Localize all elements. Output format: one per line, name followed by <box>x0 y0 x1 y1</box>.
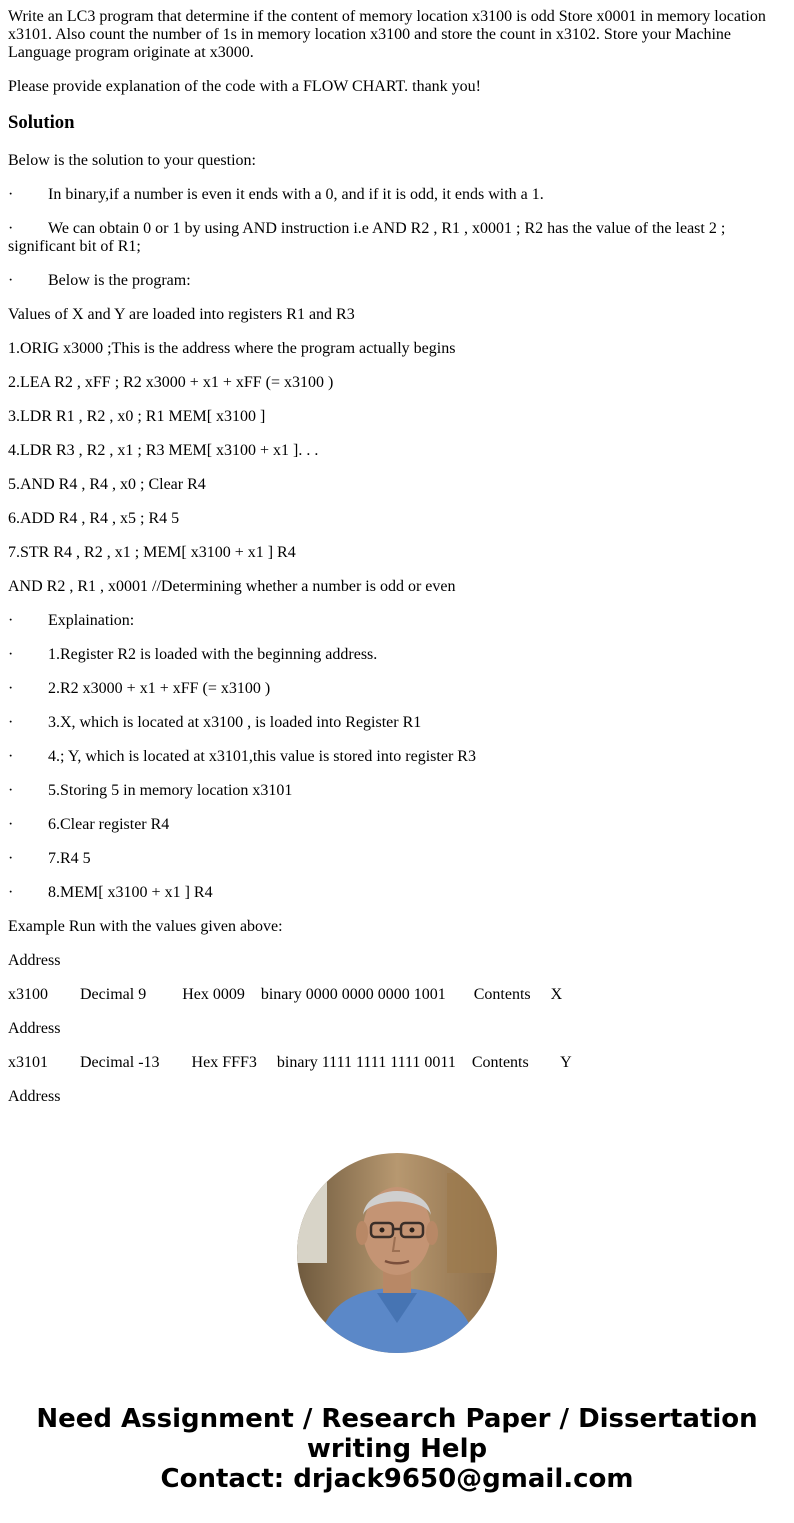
explanation-text: 8.MEM[ x3100 + x1 ] R4 <box>48 884 213 901</box>
row-address: x3100 <box>8 986 48 1003</box>
row-binary: binary 1111 1111 1111 0011 <box>276 1054 456 1071</box>
explanation-item <box>8 714 786 732</box>
bullet-point <box>8 272 786 290</box>
row-binary: binary 0000 0000 0000 1001 <box>260 986 446 1003</box>
example-run-line: Example Run with the values given above: <box>8 918 283 935</box>
bullet-dot: · <box>8 816 14 833</box>
address-label: Address <box>8 1020 61 1037</box>
bullet-dot: · <box>8 646 14 663</box>
footer-contact: Contact: drjack9650@gmail.com <box>160 1464 634 1494</box>
explanation-text: 7.R4 5 <box>48 850 91 867</box>
footer-line-1: Need Assignment / Research Paper / Dissertation <box>36 1404 758 1434</box>
document-body <box>8 8 786 1122</box>
row-decimal: Decimal -13 <box>80 1054 160 1071</box>
explanation-item <box>8 612 786 630</box>
explanation-text: Explaination: <box>48 612 135 629</box>
bullet-dot: · <box>8 850 14 867</box>
program-line: 3.LDR R1 , R2 , x0 ; R1 MEM[ x3100 ] <box>8 408 266 425</box>
bullet-dot: · <box>8 680 14 697</box>
bullet-dot: · <box>8 782 14 799</box>
bullet-dot: · <box>8 612 14 629</box>
address-label: Address <box>8 1088 61 1105</box>
author-photo <box>297 1153 497 1353</box>
explanation-item <box>8 680 786 698</box>
row-contents: Contents <box>473 986 531 1003</box>
bullet-dot: · <box>8 220 14 237</box>
bullet-dot: · <box>8 748 14 765</box>
program-line: 7.STR R4 , R2 , x1 ; MEM[ x3100 + x1 ] R4 <box>8 544 296 561</box>
odd-even-line: AND R2 , R1 , x0001 //Determining whether a number is odd or even <box>8 578 456 595</box>
bullet-text: Below is the program: <box>48 272 191 289</box>
row-hex: Hex 0009 <box>182 986 245 1003</box>
bullet-text: We can obtain 0 or 1 by using AND instruction i.e AND R2 , R1 , x0001 ; R2 has the value of the least 2 ; significant bit of R1; <box>8 220 726 255</box>
solution-heading: Solution <box>8 112 75 133</box>
explanation-item <box>8 816 786 834</box>
values-line: Values of X and Y are loaded into registers R1 and R3 <box>8 306 355 323</box>
footer-line-2: writing Help <box>306 1434 488 1464</box>
footer-banner <box>0 1404 794 1494</box>
program-line: 1.ORIG x3000 ;This is the address where the program actually begins <box>8 340 456 357</box>
explanation-text: 1.Register R2 is loaded with the beginning address. <box>48 646 378 663</box>
explanation-text: 2.R2 x3000 + x1 + xFF (= x3100 ) <box>48 680 271 697</box>
explanation-item <box>8 646 786 664</box>
bullet-point <box>8 220 786 256</box>
row-name: Y <box>560 1054 572 1071</box>
memory-row <box>8 1054 786 1072</box>
program-line: 4.LDR R3 , R2 , x1 ; R3 MEM[ x3100 + x1 ]. . . <box>8 442 319 459</box>
row-contents: Contents <box>471 1054 529 1071</box>
bullet-dot: · <box>8 272 14 289</box>
bullet-dot: · <box>8 186 14 203</box>
row-name: X <box>550 986 563 1003</box>
bullet-point <box>8 186 786 204</box>
question-request: Please provide explanation of the code with a FLOW CHART. thank you! <box>8 78 482 95</box>
explanation-text: 6.Clear register R4 <box>48 816 170 833</box>
explanation-item <box>8 748 786 766</box>
address-label: Address <box>8 952 61 969</box>
explanation-text: 5.Storing 5 in memory location x3101 <box>48 782 293 799</box>
row-hex: Hex FFF3 <box>191 1054 257 1071</box>
author-portrait-image <box>297 1153 497 1353</box>
explanation-item <box>8 884 786 902</box>
bullet-text: In binary,if a number is even it ends with a 0, and if it is odd, it ends with a 1. <box>48 186 544 203</box>
row-address: x3101 <box>8 1054 48 1071</box>
bullet-dot: · <box>8 884 14 901</box>
solution-intro: Below is the solution to your question: <box>8 152 256 169</box>
question-text: Write an LC3 program that determine if the content of memory location x3100 is odd Store x0001 in memory location x3101. Also count the number of 1s in memory location x3100 and store the count in x3102. Store your Machine Language program originate at x3000. <box>8 8 766 61</box>
program-line: 6.ADD R4 , R4 , x5 ; R4 5 <box>8 510 180 527</box>
bullet-dot: · <box>8 714 14 731</box>
explanation-item <box>8 782 786 800</box>
explanation-text: 4.; Y, which is located at x3101,this value is stored into register R3 <box>48 748 476 765</box>
explanation-item <box>8 850 786 868</box>
row-decimal: Decimal 9 <box>80 986 147 1003</box>
program-line: 5.AND R4 , R4 , x0 ; Clear R4 <box>8 476 206 493</box>
memory-row <box>8 986 786 1004</box>
explanation-text: 3.X, which is located at x3100 , is loaded into Register R1 <box>48 714 422 731</box>
program-line: 2.LEA R2 , xFF ; R2 x3000 + x1 + xFF (= x3100 ) <box>8 374 334 391</box>
